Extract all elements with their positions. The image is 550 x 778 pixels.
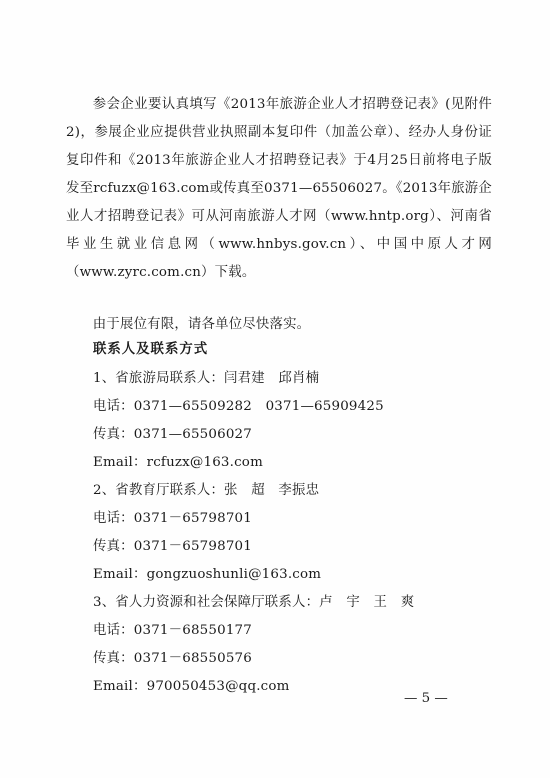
page-number: — 5 —	[404, 691, 448, 706]
tourism-bureau-phone: 电话：0371—65509282 0371—65909425	[93, 399, 384, 414]
hr-dept-email: Email：970050453@qq.com	[93, 679, 290, 694]
tourism-bureau-fax: 传真：0371—65506027	[93, 427, 252, 442]
education-dept-contacts: 2、省教育厅联系人：张 超 李振忠	[93, 483, 320, 498]
hr-dept-phone: 电话：0371－68550177	[93, 623, 252, 638]
contact-heading: 联系人及联系方式	[93, 341, 209, 357]
tourism-bureau-contacts: 1、省旅游局联系人：闫君建 邱肖楠	[93, 371, 320, 386]
registration-instructions-paragraph: 参会企业要认真填写《2013年旅游企业人才招聘登记表》(见附件2)，参展企业应提供营业执照副本复印件（加盖公章）、经办人身份证复印件和《2013年旅游企业人才招聘登记表》于4月25日前将电子版发至rcfuzx@163.com或传真至0371—65506027。《2013年旅游企业人才招聘登记表》可从河南旅游人才网（www.hntp.org）、河南省毕业生就业信息网（www.hnbys.gov.cn）、中国中原人才网（www.zyrc.com.cn）下载。	[66, 97, 492, 280]
hr-dept-contacts: 3、省人力资源和社会保障厅联系人：卢 宇 王 爽	[93, 595, 415, 610]
booth-limit-notice: 由于展位有限，请各单位尽快落实。	[92, 317, 311, 332]
tourism-bureau-email: Email：rcfuzx@163.com	[93, 455, 263, 470]
education-dept-phone: 电话：0371－65798701	[93, 511, 252, 526]
education-dept-email: Email：gongzuoshunli@163.com	[93, 567, 322, 582]
education-dept-fax: 传真：0371－65798701	[93, 539, 252, 554]
hr-dept-fax: 传真：0371－68550576	[93, 651, 252, 666]
